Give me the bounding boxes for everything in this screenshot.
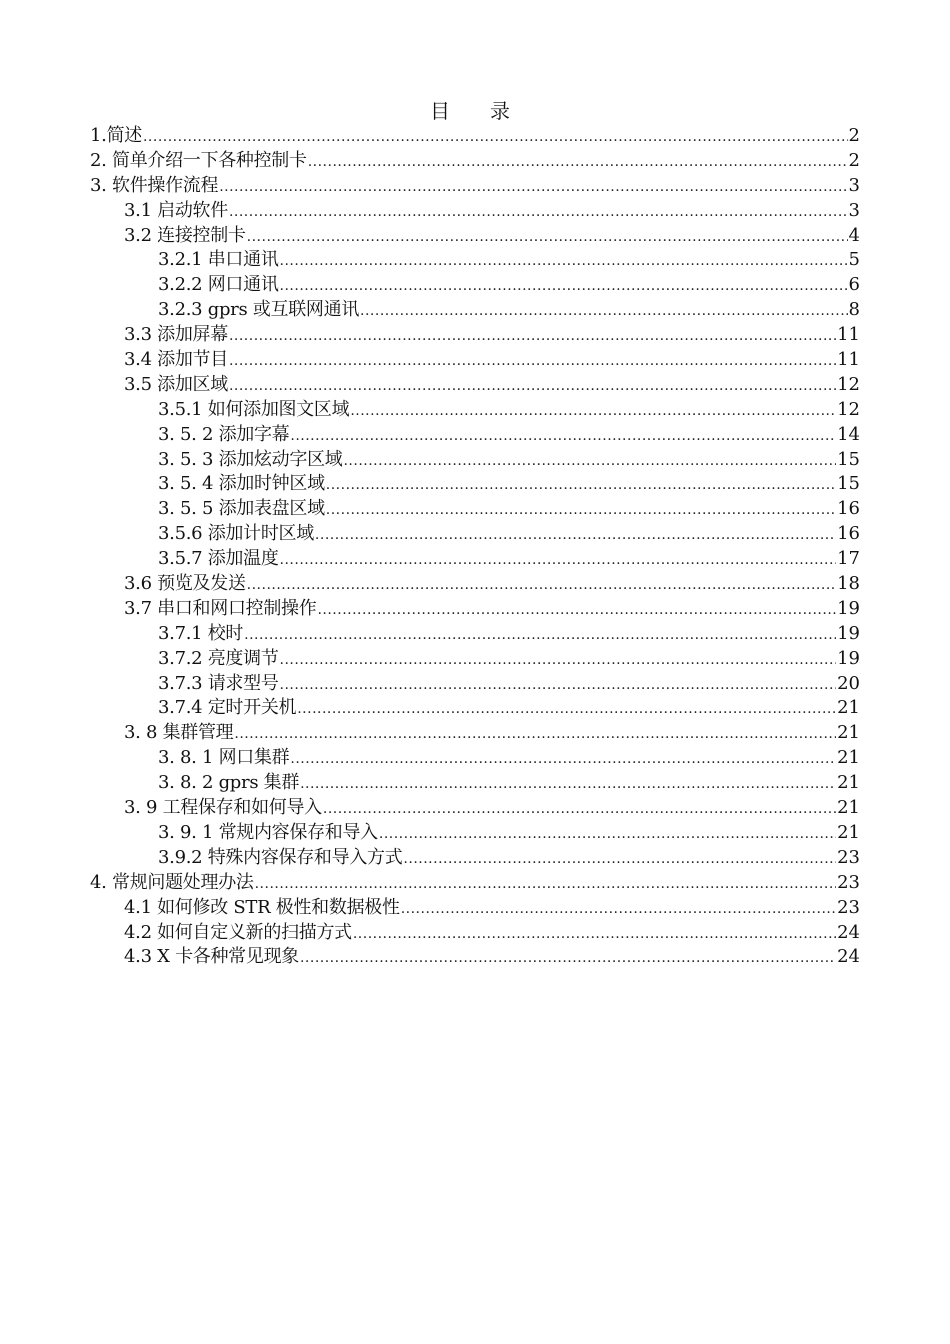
toc-entry-text: 3.7.3 请求型号	[158, 672, 279, 694]
toc-page-number: 23	[837, 846, 860, 868]
toc-page-number: 19	[837, 647, 860, 669]
toc-entry-text: 3.2.3 gprs 或互联网通讯	[158, 299, 360, 321]
toc-entry[interactable]	[90, 921, 860, 946]
toc-dot-leader	[229, 324, 836, 349]
toc-entry-text: 3. 5. 5 添加表盘区域	[158, 498, 325, 520]
toc-dot-leader	[300, 772, 836, 797]
toc-entry[interactable]	[90, 622, 860, 647]
toc-dot-leader	[280, 249, 848, 274]
toc-entry[interactable]	[90, 945, 860, 970]
toc-page-number: 18	[837, 573, 860, 595]
toc-entry-text: 3.5.1 如何添加图文区域	[158, 398, 350, 420]
toc-entry[interactable]	[90, 497, 860, 522]
toc-page-number: 21	[837, 747, 860, 769]
toc-entry[interactable]	[90, 746, 860, 771]
toc-dot-leader	[343, 449, 836, 474]
toc-entry[interactable]	[90, 572, 860, 597]
toc-page-number: 15	[837, 473, 860, 495]
toc-dot-leader	[234, 722, 836, 747]
toc-entry-text: 3.1 启动软件	[124, 199, 228, 221]
toc-dot-leader	[317, 598, 836, 623]
toc-entry[interactable]	[90, 547, 860, 572]
toc-page-number: 8	[848, 299, 860, 321]
toc-page-number: 24	[837, 946, 860, 968]
toc-entry-text: 3.7.4 定时开关机	[158, 697, 297, 719]
toc-entry-text: 3.7.2 亮度调节	[158, 647, 279, 669]
toc-entry[interactable]	[90, 647, 860, 672]
toc-entry[interactable]	[90, 224, 860, 249]
toc-page-number: 16	[837, 498, 860, 520]
toc-entry-text: 3.2 连接控制卡	[124, 224, 246, 246]
toc-dot-leader	[255, 872, 836, 897]
toc-entry-text: 3.9.2 特殊内容保存和导入方式	[158, 846, 403, 868]
toc-entry[interactable]	[90, 796, 860, 821]
toc-page-number: 19	[837, 622, 860, 644]
toc-dot-leader	[229, 374, 836, 399]
toc-entry[interactable]	[90, 149, 860, 174]
toc-dot-leader	[326, 498, 836, 523]
toc-dot-leader	[350, 399, 836, 424]
toc-page-number: 16	[837, 523, 860, 545]
toc-entry-text: 3.2.1 串口通讯	[158, 249, 279, 271]
toc-entry-text: 3.2.2 网口通讯	[158, 274, 279, 296]
toc-dot-leader	[229, 200, 848, 225]
toc-entry-text: 3.3 添加屏幕	[124, 324, 228, 346]
toc-dot-leader	[229, 349, 836, 374]
toc-entry[interactable]	[90, 871, 860, 896]
toc-page-number: 5	[848, 249, 860, 271]
toc-page-number: 11	[837, 324, 860, 346]
toc-dot-leader	[280, 274, 848, 299]
toc-page-number: 2	[848, 125, 860, 146]
toc-entry[interactable]	[90, 448, 860, 473]
toc-entry-text: 3.6 预览及发送	[124, 573, 246, 595]
toc-entry[interactable]	[90, 522, 860, 547]
toc-entry-text: 4.3 X 卡各种常见现象	[124, 946, 299, 968]
toc-page-number: 20	[837, 672, 860, 694]
toc-entry-text: 3. 8 集群管理	[124, 722, 234, 744]
toc-dot-leader	[297, 697, 836, 722]
toc-page-number: 21	[837, 821, 860, 843]
toc-dot-leader	[247, 225, 848, 250]
toc-dot-leader	[353, 922, 836, 947]
toc-dot-leader	[290, 424, 836, 449]
toc-page-number: 24	[837, 921, 860, 943]
toc-entry-text: 3.7.1 校时	[158, 622, 244, 644]
toc-dot-leader	[290, 747, 836, 772]
toc-page-number: 3	[848, 174, 860, 196]
toc-dot-leader	[315, 523, 836, 548]
toc-entry[interactable]	[90, 273, 860, 298]
toc-entry-text: 1.简述	[90, 125, 142, 146]
toc-entry[interactable]	[90, 124, 860, 149]
toc-dot-leader	[308, 150, 848, 175]
toc-entry[interactable]	[90, 721, 860, 746]
toc-page-number: 15	[837, 448, 860, 470]
toc-entry[interactable]	[90, 398, 860, 423]
toc-entry[interactable]	[90, 348, 860, 373]
toc-entry-text: 3.5 添加区域	[124, 373, 228, 395]
toc-entry[interactable]	[90, 846, 860, 871]
toc-dot-leader	[247, 573, 836, 598]
toc-page-number: 11	[837, 349, 860, 371]
toc-entry-text: 3. 9 工程保存和如何导入	[124, 797, 322, 819]
toc-entry[interactable]	[90, 821, 860, 846]
toc-entry[interactable]	[90, 771, 860, 796]
toc-page-number: 21	[837, 697, 860, 719]
toc-dot-leader	[280, 648, 837, 673]
toc-entry[interactable]	[90, 323, 860, 348]
toc-page-number: 12	[837, 398, 860, 420]
toc-entry-text: 3.5.6 添加计时区域	[158, 523, 314, 545]
toc-page-number: 3	[848, 199, 860, 221]
toc-dot-leader	[403, 847, 836, 872]
toc-entry-text: 3.7 串口和网口控制操作	[124, 597, 317, 619]
toc-entry-text: 3. 软件操作流程	[90, 174, 219, 196]
toc-dot-leader	[323, 797, 836, 822]
toc-page-number: 23	[837, 896, 860, 918]
toc-page-number: 4	[848, 224, 860, 246]
toc-entry[interactable]	[90, 298, 860, 323]
toc-dot-leader	[280, 673, 837, 698]
toc-entry[interactable]	[90, 896, 860, 921]
toc-dot-leader	[244, 623, 836, 648]
toc-entry-text: 3. 8. 2 gprs 集群	[158, 772, 300, 794]
toc-dot-leader	[401, 897, 836, 922]
toc-entry[interactable]	[90, 248, 860, 273]
toc-dot-leader	[360, 299, 848, 324]
toc-title: 目 录	[430, 99, 520, 123]
toc-dot-leader	[379, 822, 836, 847]
toc-dot-leader	[280, 548, 837, 573]
toc-entry[interactable]	[90, 174, 860, 199]
toc-page-number: 21	[837, 722, 860, 744]
toc-entry-text: 4.1 如何修改 STR 极性和数据极性	[124, 896, 400, 918]
toc-page-number: 21	[837, 772, 860, 794]
toc-page-number: 2	[848, 149, 860, 171]
toc-entry-text: 3.4 添加节目	[124, 349, 228, 371]
toc-page-number: 14	[837, 423, 860, 445]
toc-entry-text: 2. 简单介绍一下各种控制卡	[90, 149, 307, 171]
toc-entry-text: 3.5.7 添加温度	[158, 548, 279, 570]
toc-entry-text: 3. 5. 2 添加字幕	[158, 423, 290, 445]
toc-entry[interactable]	[90, 696, 860, 721]
toc-dot-leader	[326, 473, 836, 498]
toc-page-number: 6	[848, 274, 860, 296]
toc-page-number: 17	[837, 548, 860, 570]
toc-page-number: 19	[837, 597, 860, 619]
toc-dot-leader	[219, 175, 847, 200]
toc-page-number: 21	[837, 797, 860, 819]
toc-entry-text: 4. 常规问题处理办法	[90, 871, 254, 893]
toc-entry-text: 3. 5. 3 添加炫动字区域	[158, 448, 343, 470]
toc-entry[interactable]	[90, 672, 860, 697]
toc-dot-leader	[300, 946, 836, 971]
toc-entry-text: 3. 5. 4 添加时钟区域	[158, 473, 325, 495]
toc-page-number: 23	[837, 871, 860, 893]
toc-page-number: 12	[837, 373, 860, 395]
toc-entry[interactable]	[90, 199, 860, 224]
toc-entry[interactable]	[90, 597, 860, 622]
toc-dot-leader	[143, 125, 848, 150]
toc-entry-text: 3. 9. 1 常规内容保存和导入	[158, 821, 378, 843]
toc-entry-text: 4.2 如何自定义新的扫描方式	[124, 921, 352, 943]
toc-entry[interactable]	[90, 472, 860, 497]
toc-entry[interactable]	[90, 423, 860, 448]
toc-list	[90, 124, 860, 970]
toc-entry-text: 3. 8. 1 网口集群	[158, 747, 290, 769]
toc-entry[interactable]	[90, 373, 860, 398]
